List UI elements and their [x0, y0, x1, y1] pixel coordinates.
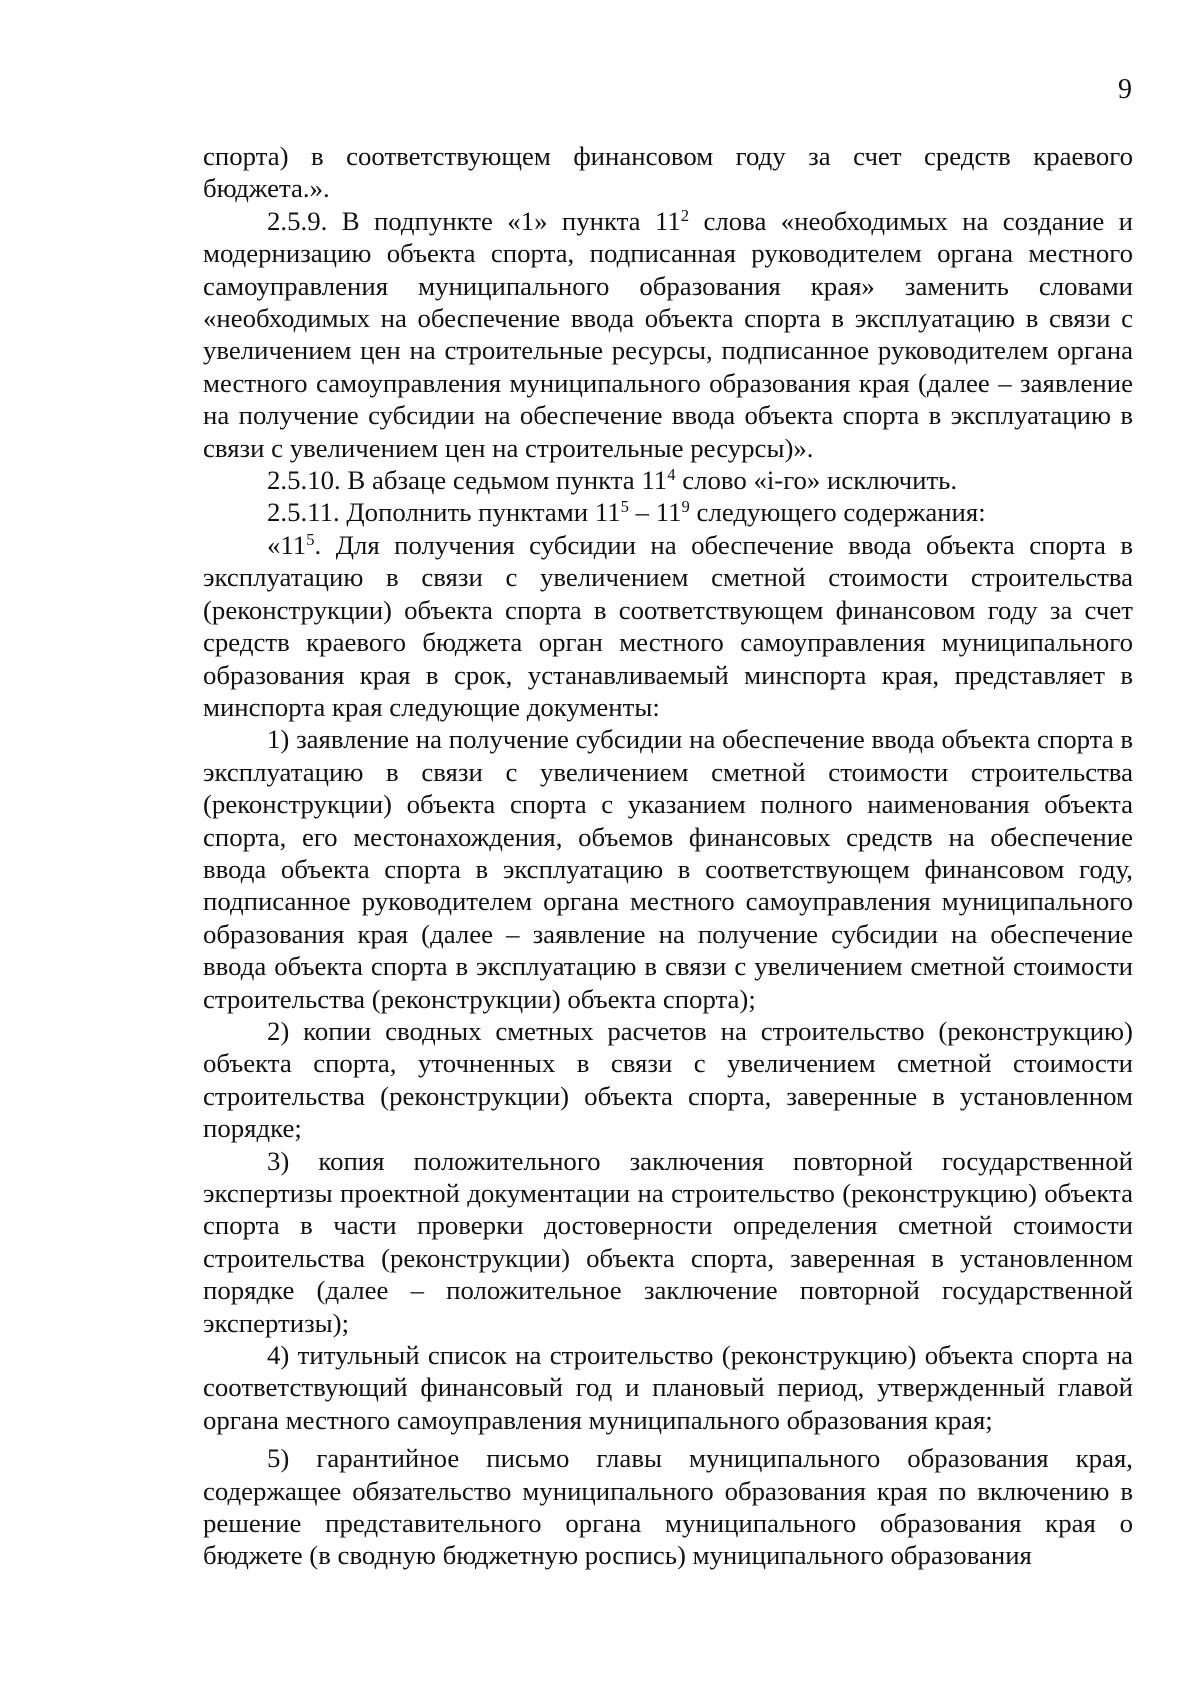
- page-number: 9: [1118, 74, 1132, 105]
- paragraph-p-2-5-9: [203, 205, 1133, 464]
- text-run: слово «i-го» исключить.: [675, 465, 958, 496]
- paragraph-p-continuation: [203, 140, 1133, 205]
- text-run: 2.5.9. В подпункте «1» пункта 11: [267, 205, 681, 236]
- text-run: следующего содержания:: [689, 497, 986, 528]
- text-run: 2.5.10. В абзаце седьмом пункта 11: [267, 465, 668, 496]
- text-run: 2) копии сводных сметных расчетов на строительство (реконструкцию) объекта спорта, уточненных в связи с увеличением сметной стоимости строительства (реконструкции) объекта спорта, заверенные в установленном порядке;: [203, 1015, 1133, 1144]
- text-run: слова «необходимых на создание и модернизацию объекта спорта, подписанная руководителем органа местного самоуправления муниципального образования края» заменить словами «необходимых на обеспечение ввода объекта спорта в эксплуатацию в связи с увеличением цен на строительные ресурсы, подписанное руководителем органа местного самоуправления муниципального образования края (далее – заявление на получение субсидии на обеспечение ввода объекта спорта в эксплуатацию в связи с увеличением цен на строительные ресурсы)».: [203, 205, 1133, 463]
- text-run: «11: [267, 529, 307, 560]
- paragraph-p-11-5: [203, 529, 1133, 723]
- superscript: 5: [620, 497, 629, 517]
- text-run: 3) копия положительного заключения повторной государственной экспертизы проектной документации на строительство (реконструкцию) объекта спорта в части проверки достоверности определения сметной стоимости строительства (реконструкции) объекта спорта, заверенная в установленном порядке (далее – положительное заключение повторной государственной экспертизы);: [203, 1145, 1133, 1338]
- paragraph-p-item-2: [203, 1015, 1133, 1145]
- paragraph-p-item-3: [203, 1145, 1133, 1339]
- superscript: 9: [681, 497, 690, 517]
- text-run: 5) гарантийное письмо главы муниципального образования края, содержащее обязательство муниципального образования края по включению в решение представительного органа муниципального образования края о бюджете (в сводную бюджетную роспись) муниципального образования: [203, 1443, 1133, 1571]
- text-run: – 11: [628, 497, 682, 528]
- paragraph-p-item-4: [203, 1339, 1133, 1436]
- text-run: 1) заявление на получение субсидии на обеспечение ввода объекта спорта в эксплуатацию в связи с увеличением сметной стоимости строительства (реконструкции) объекта спорта с указанием полного наименования объекта спорта, его местонахождения, объемов финансовых средств на обеспечение ввода объекта спорта в эксплуатацию в соответствующем финансовом году, подписанное руководителем органа местного самоуправления муниципального образования края (далее – заявление на получение субсидии на обеспечение ввода объекта спорта в эксплуатацию в связи с увеличением сметной стоимости строительства (реконструкции) объекта спорта);: [203, 724, 1133, 1014]
- paragraph-p-item-5: [203, 1442, 1133, 1572]
- paragraph-p-2-5-10: [203, 464, 1133, 496]
- text-run: 4) титульный список на строительство (реконструкцию) объекта спорта на соответствующий финансовый год и плановый период, утвержденный главой органа местного самоуправления муниципального образования края;: [203, 1340, 1133, 1435]
- superscript: 2: [680, 205, 690, 225]
- text-run: 2.5.11. Дополнить пунктами 11: [267, 497, 621, 528]
- superscript: 5: [306, 529, 315, 549]
- text-run: спорта) в соответствующем финансовом году за счет средств краевого бюджета.».: [203, 141, 1133, 204]
- superscript: 4: [667, 464, 676, 484]
- paragraph-p-2-5-11: [203, 496, 1133, 528]
- text-run: . Для получения субсидии на обеспечение ввода объекта спорта в эксплуатацию в связи с увеличением сметной стоимости строительства (реконструкции) объекта спорта в соответствующем финансовом году за счет средств краевого бюджета орган местного самоуправления муниципального образования края в срок, устанавливаемый минспорта края, представляет в минспорта края следующие документы:: [203, 529, 1133, 722]
- document-body: [203, 140, 1133, 1572]
- paragraph-p-item-1: [203, 723, 1133, 1015]
